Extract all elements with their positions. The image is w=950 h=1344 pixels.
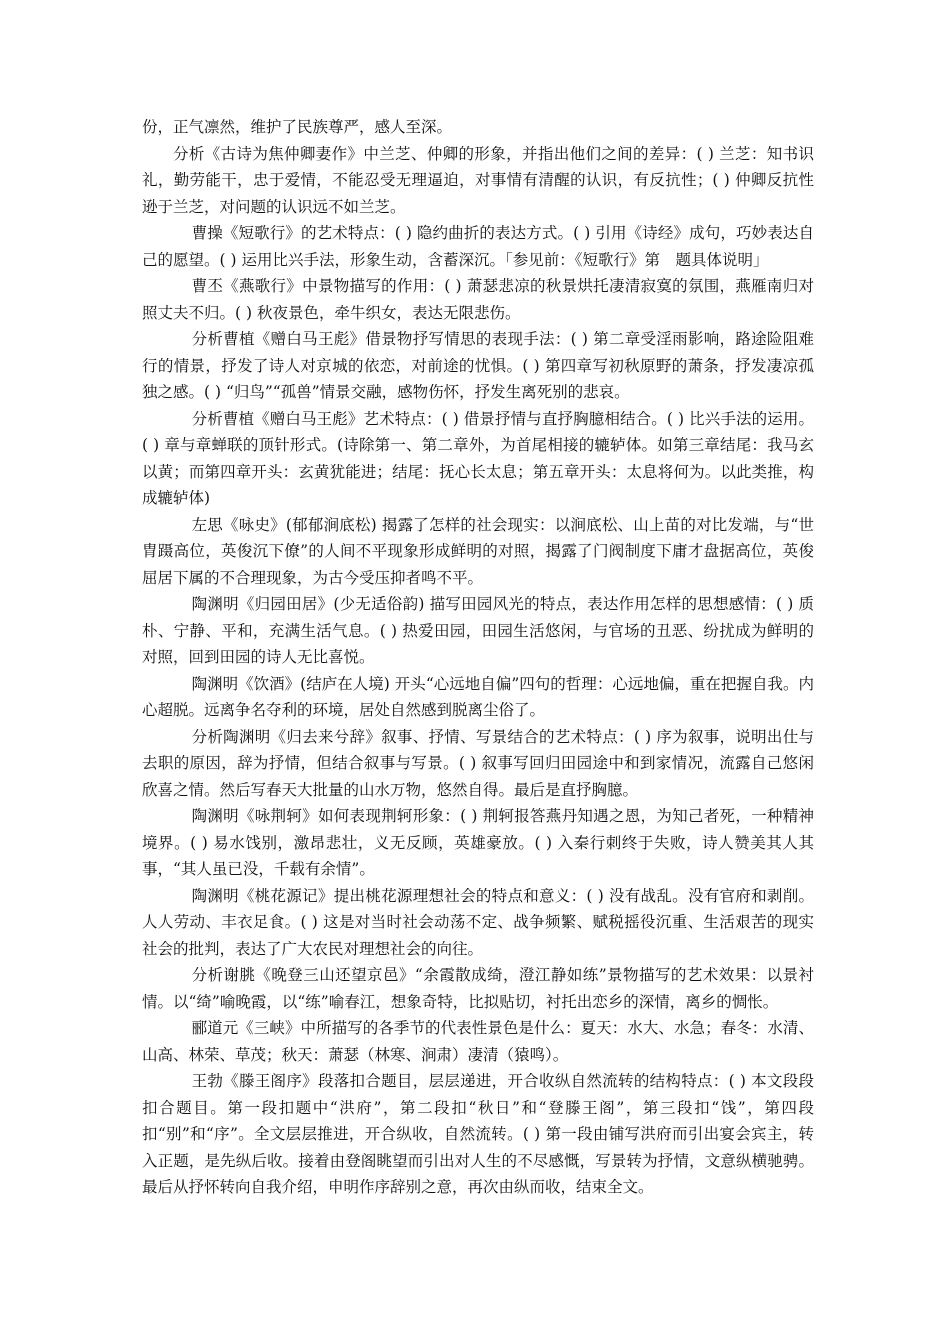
paragraph-gui-yuan-tian-ju: 陶渊明《归园田居》(少无适俗韵) 描写田园风光的特点，表达作用怎样的思想感情：( ) 质朴、宁静、平和，充满生活气息。( ) 热爱田园，田园生活悠闲，与官场的丑恶、纷扰成为鲜明的对照，回到田园的诗人无比喜悦。 [142,595,814,666]
paragraph-teng-wang-ge-xu: 王勃《滕王阁序》段落扣合题目，层层递进，开合收纵自然流转的结构特点：( ) 本文段段扣合题目。第一段扣题中“洪府”，第二段扣“秋日”和“登滕王阁”，第三段扣“饯”，第四段扣“别”和“序”。全文层层推进，开合纵收，自然流转。( ) 第一段由铺写洪府而引出宴会宾主，转入正题，是先纵后收。接着由登阁眺望而引出对人生的不尽感慨，写景转为抒情，文意纵横驰骋。最后从抒怀转向自我介绍，申明作序辞别之意，再次由纵而收，结束全文。 [142,1072,814,1196]
document-page [142,114,814,1201]
paragraph-yin-jiu: 陶渊明《饮酒》(结庐在人境) 开头“心远地自偏”四句的哲理：心远地偏，重在把握自我。内心超脱。远离争名夺利的环境，居处自然感到脱离尘俗了。 [142,674,814,719]
paragraph-continuation: 份，正气凛然，维护了民族尊严，感人至深。 [142,118,453,136]
paragraph-jiao-zhongqing: 分析《古诗为焦仲卿妻作》中兰芝、仲卿的形象，并指出他们之间的差异：( ) 兰芝：知书识礼，勤劳能干，忠于爱情，不能忍受无理逼迫，对事情有清醒的认识，有反抗性；( ) 仲卿反抗性逊于兰芝，对问题的认识远不如兰芝。 [142,144,814,216]
paragraph-yan-ge-xing: 曹丕《燕歌行》中景物描写的作用：( ) 萧瑟悲凉的秋景烘托凄清寂寞的氛围，燕雁南归对照丈夫不归。( ) 秋夜景色，牵牛织女，表达无限悲伤。 [142,277,814,322]
paragraph-bai-ma-wang-biao-art: 分析曹植《赠白马王彪》艺术特点：( ) 借景抒情与直抒胸臆相结合。( ) 比兴手法的运用。( ) 章与章蝉联的顶针形式。(诗除第一、第二章外，为首尾相接的辘轳体。如第三章结尾：我马玄以黄；而第四章开头：玄黄犹能进；结尾：抚心长太息；第五章开头：太息将何为。以此类推，构成辘轳体) [142,409,814,507]
paragraph-yong-jing-ke: 陶渊明《咏荆轲》如何表现荆轲形象：( ) 荆轲报答燕丹知遇之恩，为知己者死，一种精神境界。( ) 易水饯别，激昂悲壮，义无反顾，英雄豪放。( ) 入秦行刺终于失败，诗人赞美其人其事，“其人虽已没，千载有余情”。 [142,807,814,878]
paragraph-duan-ge-xing: 曹操《短歌行》的艺术特点：( ) 隐约曲折的表达方式。( ) 引用《诗经》成句，巧妙表达自己的愿望。( ) 运用比兴手法，形象生动，含蓄深沉。「参见前：《短歌行》第 题具体说明」 [142,224,814,269]
paragraph-xie-tiao: 分析谢朓《晚登三山还望京邑》“余霞散成绮，澄江静如练”景物描写的艺术效果：以景衬情。以“绮”喻晚霞，以“练”喻春江，想象奇特，比拟贴切，衬托出恋乡的深情，离乡的惆怅。 [142,966,814,1011]
paragraph-yong-shi: 左思《咏史》(郁郁涧底松) 揭露了怎样的社会现实：以涧底松、山上苗的对比发端，与“世胄蹑高位，英俊沉下僚”的人间不平现象形成鲜明的对照，揭露了门阀制度下庸才盘据高位，英俊屈居下属的不合理现象，为古今受压抑者鸣不平。 [142,515,814,587]
paragraph-san-xia: 郦道元《三峡》中所描写的各季节的代表性景色是什么：夏天：水大、水急；春冬：水清、山高、林荣、草茂；秋天：萧瑟（林寒、涧肃）凄清（猿鸣）。 [142,1019,814,1064]
paragraph-tao-hua-yuan-ji: 陶渊明《桃花源记》提出桃花源理想社会的特点和意义：( ) 没有战乱。没有官府和剥削。人人劳动、丰衣足食。( ) 这是对当时社会动荡不定、战争频繁、赋税摇役沉重、生活艰苦的现实社会的批判，表达了广大农民对理想社会的向往。 [142,886,814,958]
paragraph-gui-qu-lai-xi-ci: 分析陶渊明《归去来兮辞》叙事、抒情、写景结合的艺术特点：( ) 序为叙事，说明出仕与去职的原因，辞为抒情，但结合叙事与写景。( ) 叙事写回归田园途中和到家情况，流露自己悠闲欣喜之情。然后写春天大批量的山水万物，悠然自得。最后是直抒胸臆。 [142,727,814,799]
paragraph-bai-ma-wang-biao-scenery: 分析曹植《赠白马王彪》借景物抒写情思的表现手法：( ) 第二章受淫雨影响，路途险阻难行的情景，抒发了诗人对京城的依恋，对前途的忧惧。( ) 第四章写初秋原野的萧条，抒发凄凉孤独之感。( ) “归鸟”“孤兽”情景交融，感物伤怀，抒发生离死别的悲哀。 [142,330,814,401]
